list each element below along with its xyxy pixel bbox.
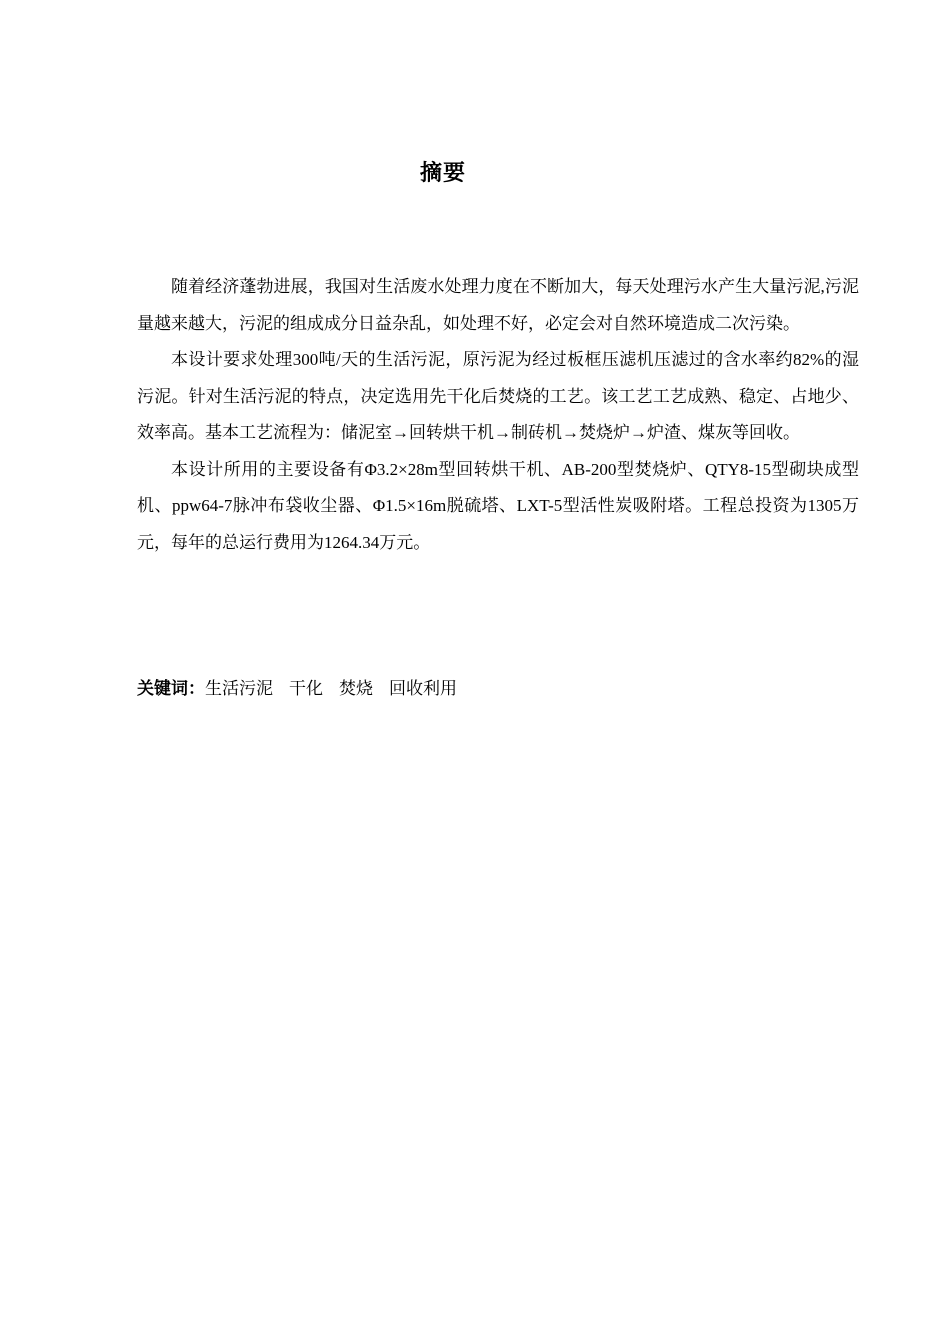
keyword-item: 生活污泥 bbox=[205, 679, 273, 698]
abstract-paragraph-1: 随着经济蓬勃进展，我国对生活废水处理力度在不断加大，每天处理污水产生大量污泥,污泥量越来越大，污泥的组成成分日益杂乱，如处理不好，必定会对自然环境造成二次污染。 bbox=[137, 277, 859, 333]
keywords-line bbox=[137, 672, 859, 706]
abstract-paragraph-3: 本设计所用的主要设备有Φ3.2×28m型回转烘干机、AB-200型焚烧炉、QTY8-15型砌块成型机、ppw64-7脉冲布袋收尘器、Φ1.5×16m脱硫塔、LXT-5型活性炭吸附塔。工程总投资为1305万元，每年的总运行费用为1264.34万元。 bbox=[137, 459, 859, 552]
keyword-item: 干化 bbox=[289, 679, 323, 698]
keyword-item: 焚烧 bbox=[339, 679, 373, 698]
keywords-label: 关键词： bbox=[137, 679, 205, 699]
abstract-body bbox=[137, 269, 859, 561]
page-title: 摘要 bbox=[419, 161, 466, 186]
keyword-item: 回收利用 bbox=[389, 679, 457, 698]
abstract-paragraph-2: 本设计要求处理300吨/天的生活污泥，原污泥为经过板框压滤机压滤过的含水率约82%的湿污泥。针对生活污泥的特点，决定选用先干化后焚烧的工艺。该工艺工艺成熟、稳定、占地少、效率高。基本工艺流程为：储泥室→回转烘干机→制砖机→焚烧炉→炉渣、煤灰等回收。 bbox=[137, 350, 859, 442]
